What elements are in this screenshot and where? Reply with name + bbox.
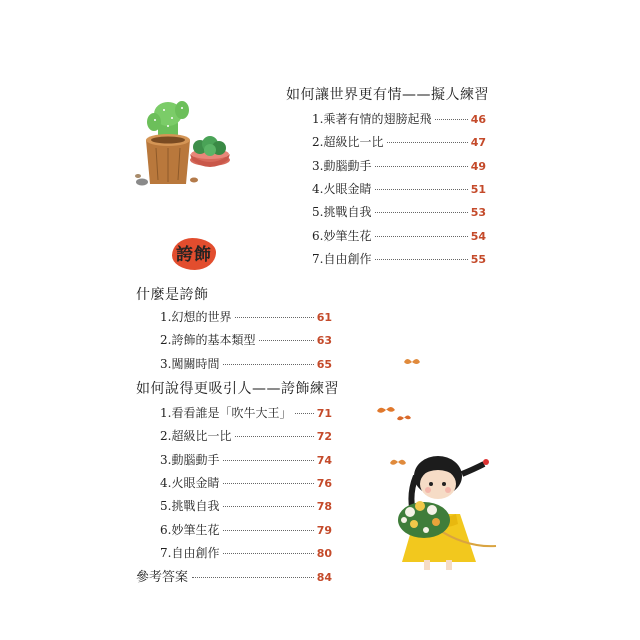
toc-entry[interactable] [160,497,332,514]
toc-entry-page: 84 [316,571,332,584]
toc-entry-label: 5.挑戰自我 [312,205,372,220]
toc-entry-label: 2.誇飾的基本類型 [160,333,256,348]
toc-entry-label: 3.動腦動手 [312,158,372,173]
leader-dots [375,211,467,213]
leader-dots [223,505,313,507]
toc-entry[interactable] [312,227,486,244]
toc-entry-page: 74 [316,453,332,467]
toc-entry[interactable] [312,250,486,267]
leader-dots [375,258,467,260]
toc-entry[interactable] [160,521,332,538]
toc-entry[interactable] [160,331,332,348]
leader-dots [235,316,313,318]
toc-entry[interactable] [160,355,332,372]
toc-entry-page: 71 [316,407,332,420]
toc-entry[interactable] [312,157,486,174]
toc-entry-page: 49 [470,159,486,173]
toc-entry-page: 72 [316,430,332,444]
leader-dots [435,118,467,120]
leader-dots [192,576,314,578]
toc-entry-page: 65 [316,357,332,371]
section-heading-personification: 如何讓世界更有情——擬人練習 [286,87,489,103]
toc-entry-label: 1.乘著有情的翅膀起飛 [312,112,432,126]
toc-entry-label: 7.自由創作 [312,251,372,266]
toc-entry[interactable] [160,404,332,421]
chapter-badge [168,232,220,272]
toc-entry[interactable] [160,544,332,561]
toc-entry-label: 2.超級比一比 [160,429,232,444]
leader-dots [223,363,313,365]
toc-entry-page: 78 [316,500,332,514]
toc-entry-page: 79 [316,523,332,537]
toc-entry-label: 4.火眼金睛 [312,181,372,196]
toc-entry[interactable] [312,110,486,127]
leader-dots [223,459,313,461]
toc-entry[interactable] [312,180,486,197]
toc-entry-label: 2.超級比一比 [312,135,384,150]
leader-dots [375,165,467,167]
toc-entry-page: 53 [470,206,486,220]
toc-entry-page: 47 [470,136,486,150]
toc-entry-page: 46 [470,113,486,126]
leader-dots [375,188,467,190]
toc-entry-page: 63 [316,334,332,348]
leader-dots [235,435,313,437]
toc-entry[interactable] [312,203,486,220]
leader-dots [295,412,313,414]
leader-dots [259,339,313,341]
toc-entry-label: 7.自由創作 [160,545,220,560]
section-heading-what-is-hyperbole: 什麼是誇飾 [136,287,209,303]
toc-entry-page: 54 [470,229,486,243]
leader-dots [375,235,467,237]
section-heading-hyperbole-practice: 如何說得更吸引人——誇飾練習 [136,381,339,397]
toc-entry-label: 1.幻想的世界 [160,310,232,324]
toc-entry-label: 4.火眼金睛 [160,475,220,490]
leader-dots [223,482,313,484]
chapter-title: 誇飾 [176,245,212,265]
toc-entry[interactable] [160,451,332,468]
butterfly-icon [404,359,420,364]
toc-entry-page: 61 [316,311,332,324]
toc-entry-label: 3.動腦動手 [160,452,220,467]
leader-dots [223,552,313,554]
toc-entry-page: 80 [316,546,332,560]
toc-entry[interactable] [160,308,332,325]
toc-entry-page: 51 [470,182,486,196]
toc-entry-label: 6.妙筆生花 [160,522,220,537]
girl-with-flowers-illustration [376,352,506,572]
cactus-pot-illustration [128,92,238,192]
toc-entry-label: 參考答案 [136,570,189,585]
leader-dots [387,141,467,143]
toc-entry-label: 5.挑戰自我 [160,499,220,514]
toc-entry[interactable] [160,474,332,491]
leader-dots [223,529,313,531]
toc-entry-page: 55 [470,252,486,266]
toc-entry-label: 3.闖關時間 [160,356,220,371]
toc-entry-answers[interactable] [136,566,332,585]
toc-entry-page: 76 [316,476,332,490]
toc-entry[interactable] [312,133,486,150]
toc-entry[interactable] [160,427,332,444]
toc-entry-label: 6.妙筆生花 [312,228,372,243]
toc-entry-label: 1.看看誰是「吹牛大王」 [160,406,292,420]
